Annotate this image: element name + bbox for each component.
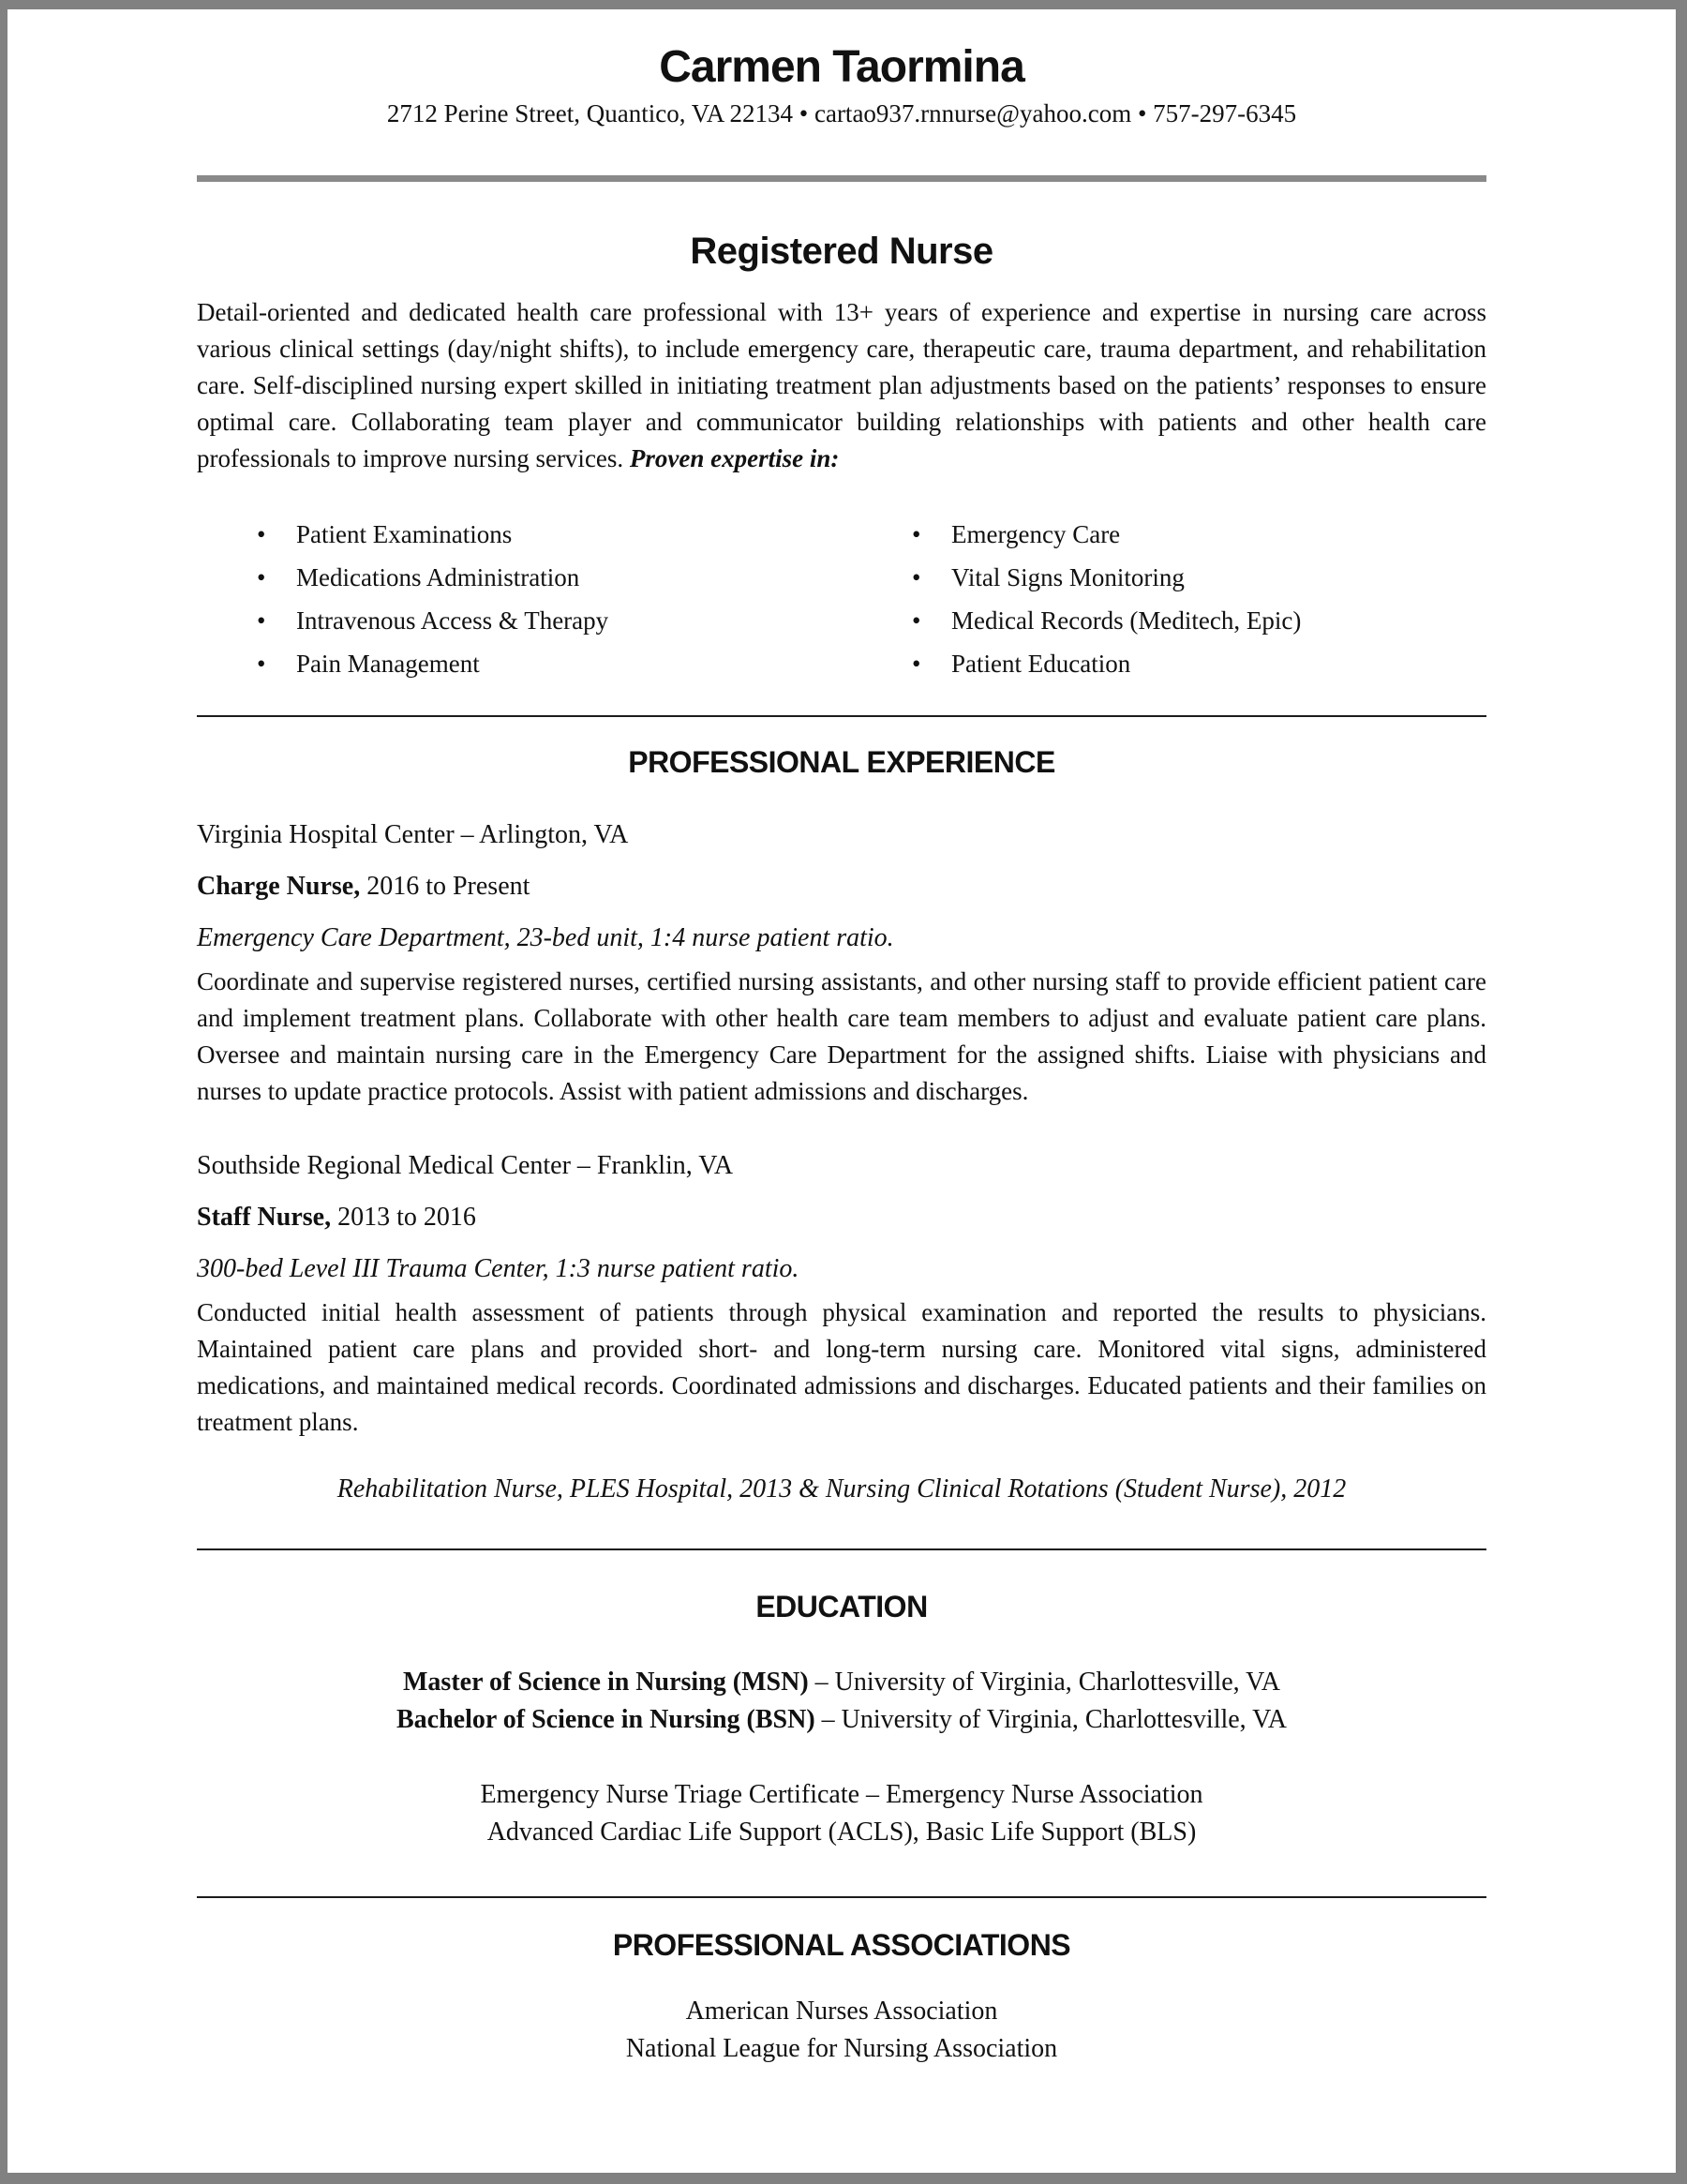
certification-line: Emergency Nurse Triage Certificate – Emergency Nurse Association	[480, 1780, 1203, 1810]
certifications-list	[197, 1776, 1486, 1851]
additional-experience-note: Rehabilitation Nurse, PLES Hospital, 2013 & Nursing Clinical Rotations (Student Nurse), 2012	[336, 1474, 1347, 1504]
skills-column-right	[912, 513, 1486, 685]
summary-emphasis: Proven expertise in:	[629, 443, 840, 472]
resume-content	[197, 43, 1486, 2068]
bullet-icon: •	[912, 606, 921, 635]
job-dates: 2016 to Present	[360, 872, 530, 902]
job-company: Virginia Hospital Center – Arlington, VA	[197, 820, 629, 850]
degree-line	[197, 1701, 1486, 1739]
job-role-line	[197, 868, 1486, 905]
section-divider-experience	[197, 715, 1486, 717]
job-description: Coordinate and supervise registered nurses, certified nursing assistants, and other nursing staff to provide efficient patient care and implement treatment plans. Collaborate with other health care team members to adjust and evaluate patient care plans. Oversee and maintain nursing care in the Emergency Care Department for the assigned shifts. Liaise with physicians and nurses to update practice protocols. Assist with patient admissions and discharges.	[197, 967, 1486, 1106]
skills-column-left	[257, 513, 848, 685]
skill-list-item	[912, 642, 1486, 685]
skill-list-item	[257, 642, 848, 685]
skill-label: Pain Management	[296, 649, 480, 678]
contact-line: 2712 Perine Street, Quantico, VA 22134 • cartao937.rnnurse@yahoo.com • 757-297-6345	[386, 98, 1297, 127]
skill-list-item	[257, 599, 848, 642]
skill-label: Medications Administration	[296, 562, 580, 591]
skills-section	[197, 513, 1486, 685]
section-divider-education	[197, 1548, 1486, 1550]
bullet-icon: •	[257, 519, 266, 548]
bullet-icon: •	[257, 562, 266, 591]
bullet-icon: •	[912, 519, 921, 548]
section-divider-associations	[197, 1896, 1486, 1898]
bullet-icon: •	[257, 649, 266, 678]
skill-label: Intravenous Access & Therapy	[296, 606, 609, 635]
skill-list-item	[912, 599, 1486, 642]
degree-line	[197, 1664, 1486, 1701]
associations-list	[197, 1993, 1486, 2068]
resume-title: Registered Nurse	[690, 230, 993, 272]
job-dates: 2013 to 2016	[331, 1203, 476, 1233]
job-role: Charge Nurse,	[197, 872, 361, 902]
header-divider	[197, 175, 1486, 182]
degrees-block	[197, 1664, 1486, 1739]
association-line: American Nurses Association	[685, 1996, 998, 2026]
education-section-heading: EDUCATION	[755, 1590, 928, 1624]
degree-school: – University of Virginia, Charlottesville, VA	[814, 1705, 1288, 1735]
bullet-icon: •	[912, 649, 921, 678]
job-unit: 300-bed Level III Trauma Center, 1:3 nurse patient ratio.	[197, 1254, 799, 1284]
skill-label: Vital Signs Monitoring	[951, 562, 1185, 591]
candidate-name: Carmen Taormina	[659, 42, 1024, 92]
skill-list-item	[912, 513, 1486, 556]
job-role-line	[197, 1199, 1486, 1235]
skill-list-item	[257, 513, 848, 556]
job-description: Conducted initial health assessment of patients through physical examination and reported the results to physicians. Maintained patient care plans and provided short- and long-term nursing care. Monitored vital signs, administered medications, and maintained medical records. Coordinated admissions and discharges. Educated patients and their families on treatment plans.	[197, 1298, 1486, 1437]
degree-school: – University of Virginia, Charlottesville, VA	[808, 1668, 1280, 1698]
job-unit: Emergency Care Department, 23-bed unit, 1:4 nurse patient ratio.	[197, 923, 894, 953]
skill-label: Emergency Care	[951, 519, 1121, 548]
job-role: Staff Nurse,	[197, 1203, 332, 1233]
professional-summary	[197, 294, 1486, 477]
degree-title: Master of Science in Nursing (MSN)	[403, 1668, 809, 1698]
resume-sheet	[7, 9, 1676, 2173]
skill-list-item	[257, 556, 848, 599]
bullet-icon: •	[257, 606, 266, 635]
bullet-icon: •	[912, 562, 921, 591]
experience-section-heading: PROFESSIONAL EXPERIENCE	[628, 744, 1055, 779]
skill-label: Patient Examinations	[296, 519, 513, 548]
skill-label: Medical Records (Meditech, Epic)	[951, 606, 1302, 635]
skill-label: Patient Education	[951, 649, 1131, 678]
skill-list-item	[912, 556, 1486, 599]
associations-section-heading: PROFESSIONAL ASSOCIATIONS	[612, 1928, 1071, 1963]
association-line: National League for Nursing Association	[625, 2033, 1058, 2063]
certification-line: Advanced Cardiac Life Support (ACLS), Basic Life Support (BLS)	[486, 1818, 1197, 1847]
degree-title: Bachelor of Science in Nursing (BSN)	[396, 1705, 815, 1735]
job-company: Southside Regional Medical Center – Franklin, VA	[197, 1151, 734, 1181]
summary-text: Detail-oriented and dedicated health care professional with 13+ years of experience and expertise in nursing care across various clinical settings (day/night shifts), to include emergency care, therapeutic care, trauma department, and rehabilitation care. Self-disciplined nursing expert skilled in initiating treatment plan adjustments based on the patients’ responses to ensure optimal care. Collaborating team player and communicator building relationships with patients and other health care professionals to improve nursing services.	[197, 297, 1486, 472]
